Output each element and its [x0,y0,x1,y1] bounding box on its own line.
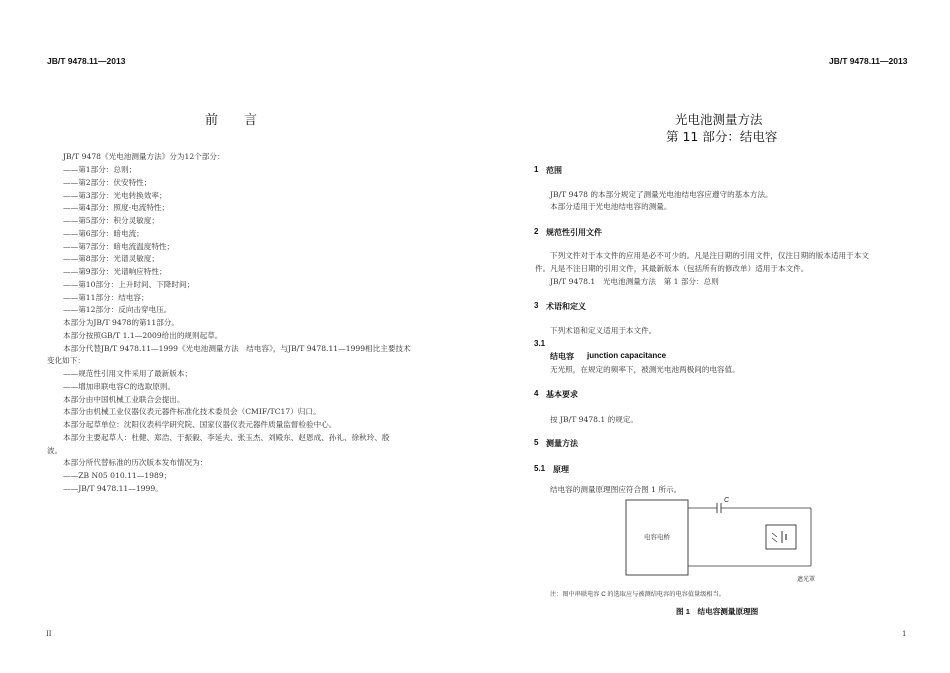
section-5-heading: 测量方法 [546,439,578,448]
figure-caption: 图 1 结电容测量原理图 [676,607,759,616]
section-1-text: JB/T 9478 的本部分规定了测量光电池结电容应遵守的基本方法。 [550,190,773,199]
foreword-line: 波。 [47,446,63,455]
foreword-line: ——第9部分：光谱响应特性； [63,267,167,276]
section-3-text: 下列术语和定义适用于本文件。 [550,326,657,335]
term-english: junction capacitance [587,351,667,360]
foreword-line: JB/T 9478《光电池测量方法》分为12个部分： [63,152,225,161]
section-4-text: 按 JB/T 9478.1 的规定。 [550,415,639,424]
foreword-line: ——增加串联电容C的选取原则。 [63,382,176,391]
foreword-line: ——ZB N05 010.11—1989； [63,471,172,480]
section-1-heading: 范围 [546,166,562,175]
foreword-line: 变化如下： [47,356,85,365]
foreword-line: 本部分由中国机械工业联合会提出。 [63,395,185,404]
foreword-line: ——第2部分：伏安特性； [63,178,152,187]
foreword-line: ——第4部分：照度-电流特性； [63,203,170,212]
foreword-line: 本部分代替JB/T 9478.11—1999《光电池测量方法 结电容》，与JB/T 9478.11—1999相比主要技术 [63,344,411,353]
standard-title: 光电池测量方法 [675,112,763,127]
foreword-line: ——第11部分：结电容； [63,293,149,302]
section-3-number: 3 [534,301,539,310]
right-header-code: JB/T 9478.11—2013 [829,56,908,66]
section-1-number: 1 [534,165,539,174]
clause-3-1-number: 3.1 [534,339,546,348]
section-4-number: 4 [534,389,539,398]
foreword-line: ——第1部分：总则； [63,165,137,174]
light-shield-box [766,525,796,549]
section-2-text: 下列文件对于本文件的应用是必不可少的。凡是注日期的引用文件，仅注日期的版本适用于本文 [550,251,869,260]
foreword-line: ——第6部分：暗电流； [63,229,144,238]
capacitor-label: C [724,497,730,504]
section-5-number: 5 [534,438,539,447]
section-1-text: 本部分适用于光电池结电容的测量。 [550,202,672,211]
shield-label: 遮光罩 [797,577,816,583]
section-2-text: 件。凡是不注日期的引用文件，其最新版本（包括所有的修改单）适用于本文件。 [535,264,809,273]
right-page-number: 1 [902,630,907,638]
section-2-number: 2 [534,227,539,236]
section-3-heading: 术语和定义 [546,302,586,311]
bridge-label: 电容电桥 [644,534,670,541]
foreword-line: 本部分按照GB/T 1.1—2009给出的规则起草。 [63,331,223,340]
foreword-line: ——第10部分：上升时间、下降时间； [63,280,195,289]
light-arrow-icon [772,533,777,537]
figure-note: 注：图中串联电容 C 的选取应与被测结电容的电容值量级相当。 [550,591,725,598]
foreword-line: ——第5部分：积分灵敏度； [63,216,159,225]
foreword-line: 本部分为JB/T 9478的第11部分。 [63,318,179,327]
section-2-reference: JB/T 9478.1 光电池测量方法 第 1 部分：总则 [550,277,719,286]
foreword-line: ——规范性引用文件采用了最新版本； [63,369,193,378]
foreword-line: 本部分所代替标准的历次版本发布情况为： [63,458,208,467]
foreword-line: ——第3部分：光电转换效率； [63,191,167,200]
foreword-line: ——第12部分：反向击穿电压。 [63,305,172,314]
term-definition: 无光照，在规定的频率下，被测光电池两极间的电容值。 [550,365,740,374]
foreword-line: 本部分主要起草人：杜健、郑浩、于振毅、李延夫、张玉杰、刘殿东、赵恩成、孙礼、徐秋玲、殷 [63,433,390,442]
left-page-number: II [46,630,52,638]
term-chinese: 结电容 [550,352,574,361]
foreword-line: 本部分起草单位：沈阳仪表科学研究院、国家仪器仪表元器件质量监督检验中心。 [63,420,337,429]
foreword-line: ——JB/T 9478.11—1999。 [63,484,163,493]
capacitance-bridge-box [626,500,688,575]
foreword-title: 前 言 [205,113,258,128]
light-arrow-icon [772,538,777,542]
section-5-text: 结电容的测量原理图应符合图 1 所示。 [550,485,682,494]
foreword-line: ——第8部分：光谱灵敏度； [63,254,159,263]
foreword-line: ——第7部分：暗电流温度特性； [63,242,175,251]
left-header-code: JB/T 9478.11—2013 [47,56,126,66]
standard-subtitle: 第 11 部分：结电容 [666,129,778,144]
section-2-heading: 规范性引用文件 [546,228,602,237]
clause-5-1-heading: 原理 [553,465,569,474]
section-4-heading: 基本要求 [546,390,578,399]
foreword-line: 本部分由机械工业仪器仪表元器件标准化技术委员会（CMIF/TC17）归口。 [63,407,321,416]
clause-5-1-number: 5.1 [534,464,546,473]
